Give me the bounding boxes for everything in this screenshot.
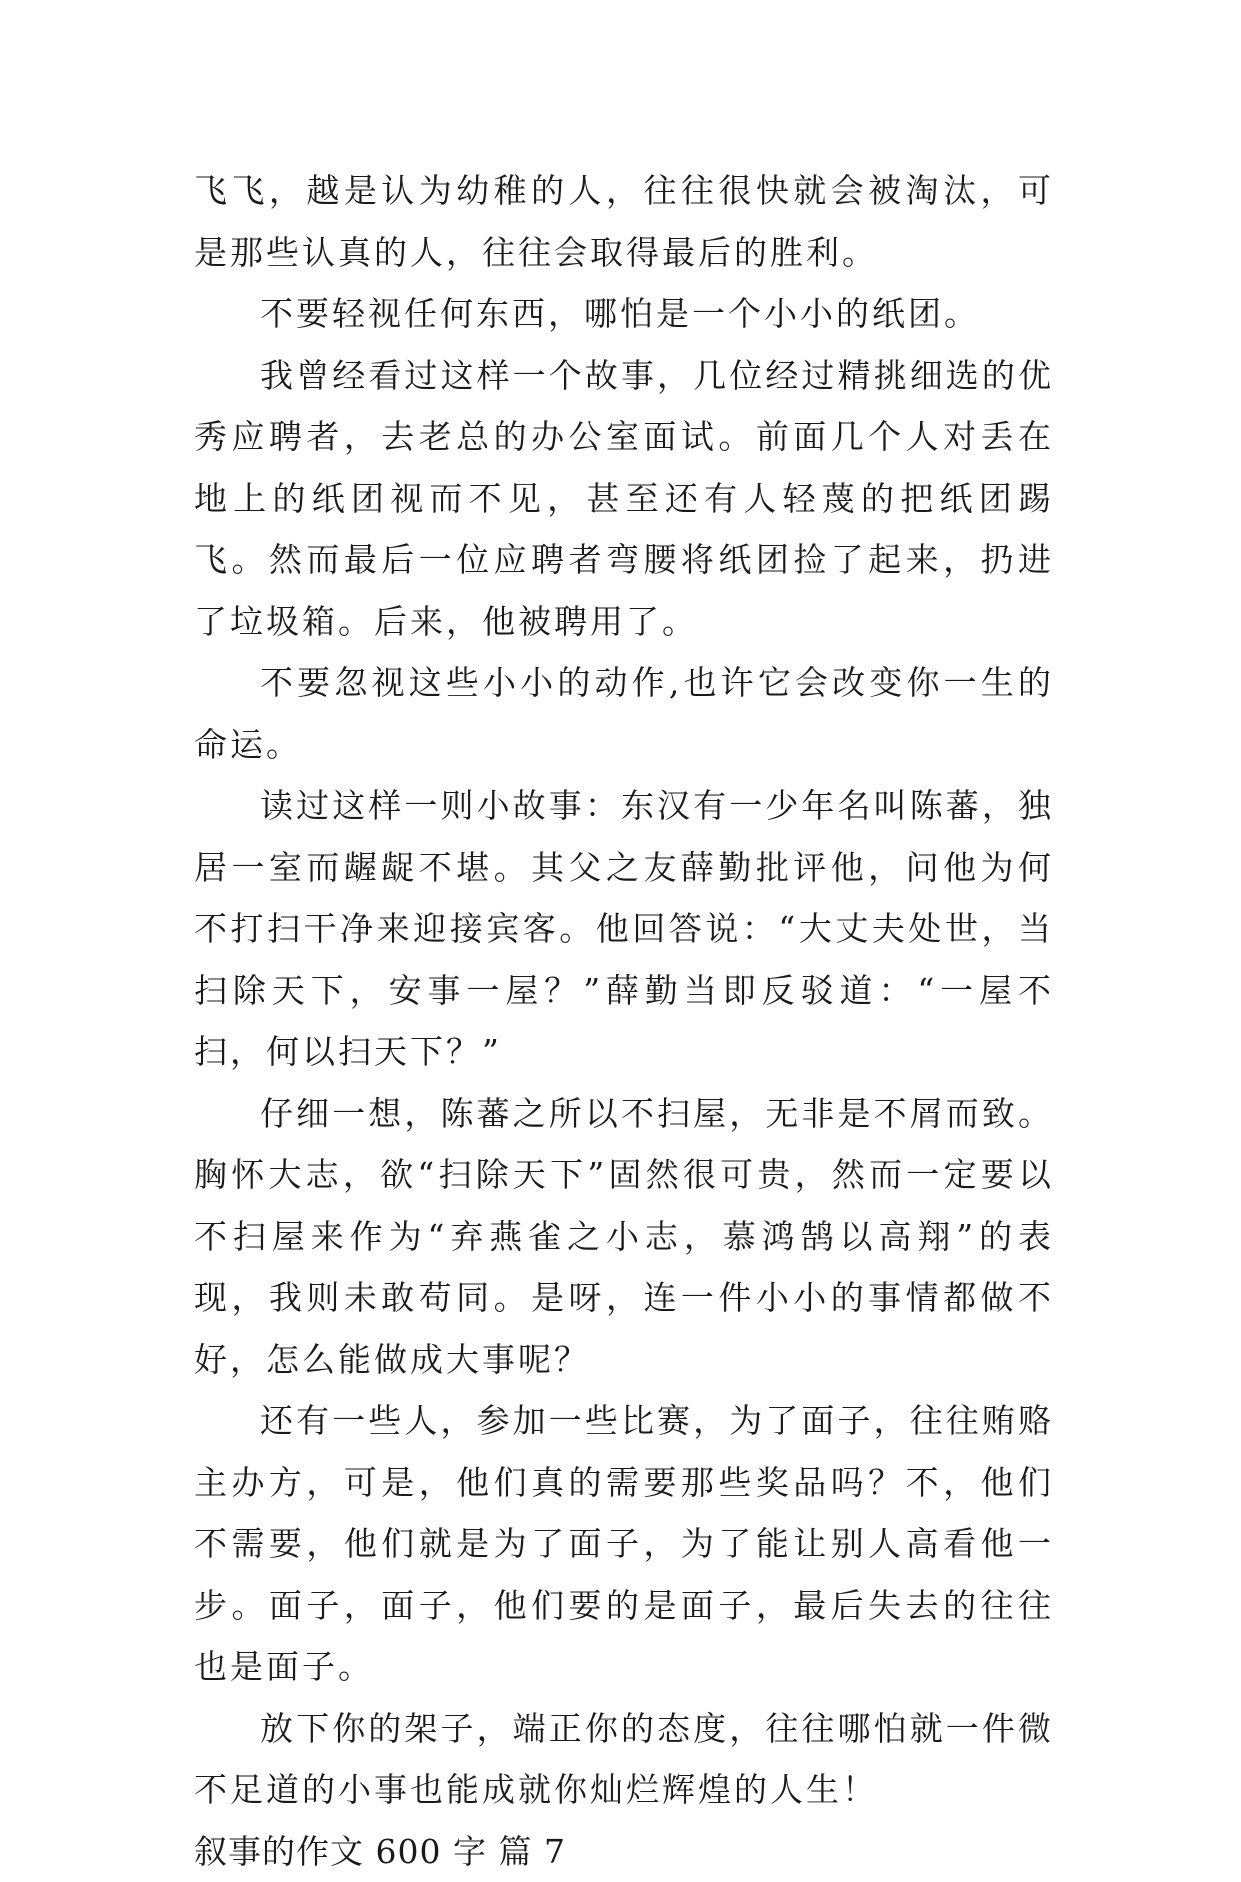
paragraph-1: 飞飞，越是认为幼稚的人，往往很快就会被淘汰，可是那些认真的人，往往会取得最后的胜利。 xyxy=(194,160,1054,283)
paragraph-4: 不要忽视这些小小的动作,也许它会改变你一生的命运。 xyxy=(194,652,1054,775)
paragraph-3: 我曾经看过这样一个故事，几位经过精挑细选的优秀应聘者，去老总的办公室面试。前面几个人对丢在地上的纸团视而不见，甚至还有人轻蔑的把纸团踢飞。然而最后一位应聘者弯腰将纸团捡了起来，扔进了垃圾箱。后来，他被聘用了。 xyxy=(194,345,1054,653)
paragraph-5: 读过这样一则小故事：东汉有一少年名叫陈蕃，独居一室而龌龊不堪。其父之友薛勤批评他，问他为何不打扫干净来迎接宾客。他回答说：“大丈夫处世，当扫除天下，安事一屋？”薛勤当即反驳道：“一屋不扫，何以扫天下？” xyxy=(194,775,1054,1083)
paragraph-7: 还有一些人，参加一些比赛，为了面子，往往贿赂主办方，可是，他们真的需要那些奖品吗？不，他们不需要，他们就是为了面子，为了能让别人高看他一步。面子，面子，他们要的是面子，最后失去的往往也是面子。 xyxy=(194,1390,1054,1698)
paragraph-2: 不要轻视任何东西，哪怕是一个小小的纸团。 xyxy=(194,283,1054,345)
section-heading: 叙事的作文 600 字 篇 7 xyxy=(194,1821,1054,1882)
paragraph-6: 仔细一想，陈蕃之所以不扫屋，无非是不屑而致。胸怀大志，欲“扫除天下”固然很可贵，然而一定要以不扫屋来作为“弃燕雀之小志，慕鸿鹄以高翔”的表现，我则未敢苟同。是呀，连一件小小的事情都做不好，怎么能做成大事呢？ xyxy=(194,1083,1054,1391)
paragraph-8: 放下你的架子，端正你的态度，往往哪怕就一件微不足道的小事也能成就你灿烂辉煌的人生！ xyxy=(194,1698,1054,1821)
document-body xyxy=(194,160,1054,1882)
